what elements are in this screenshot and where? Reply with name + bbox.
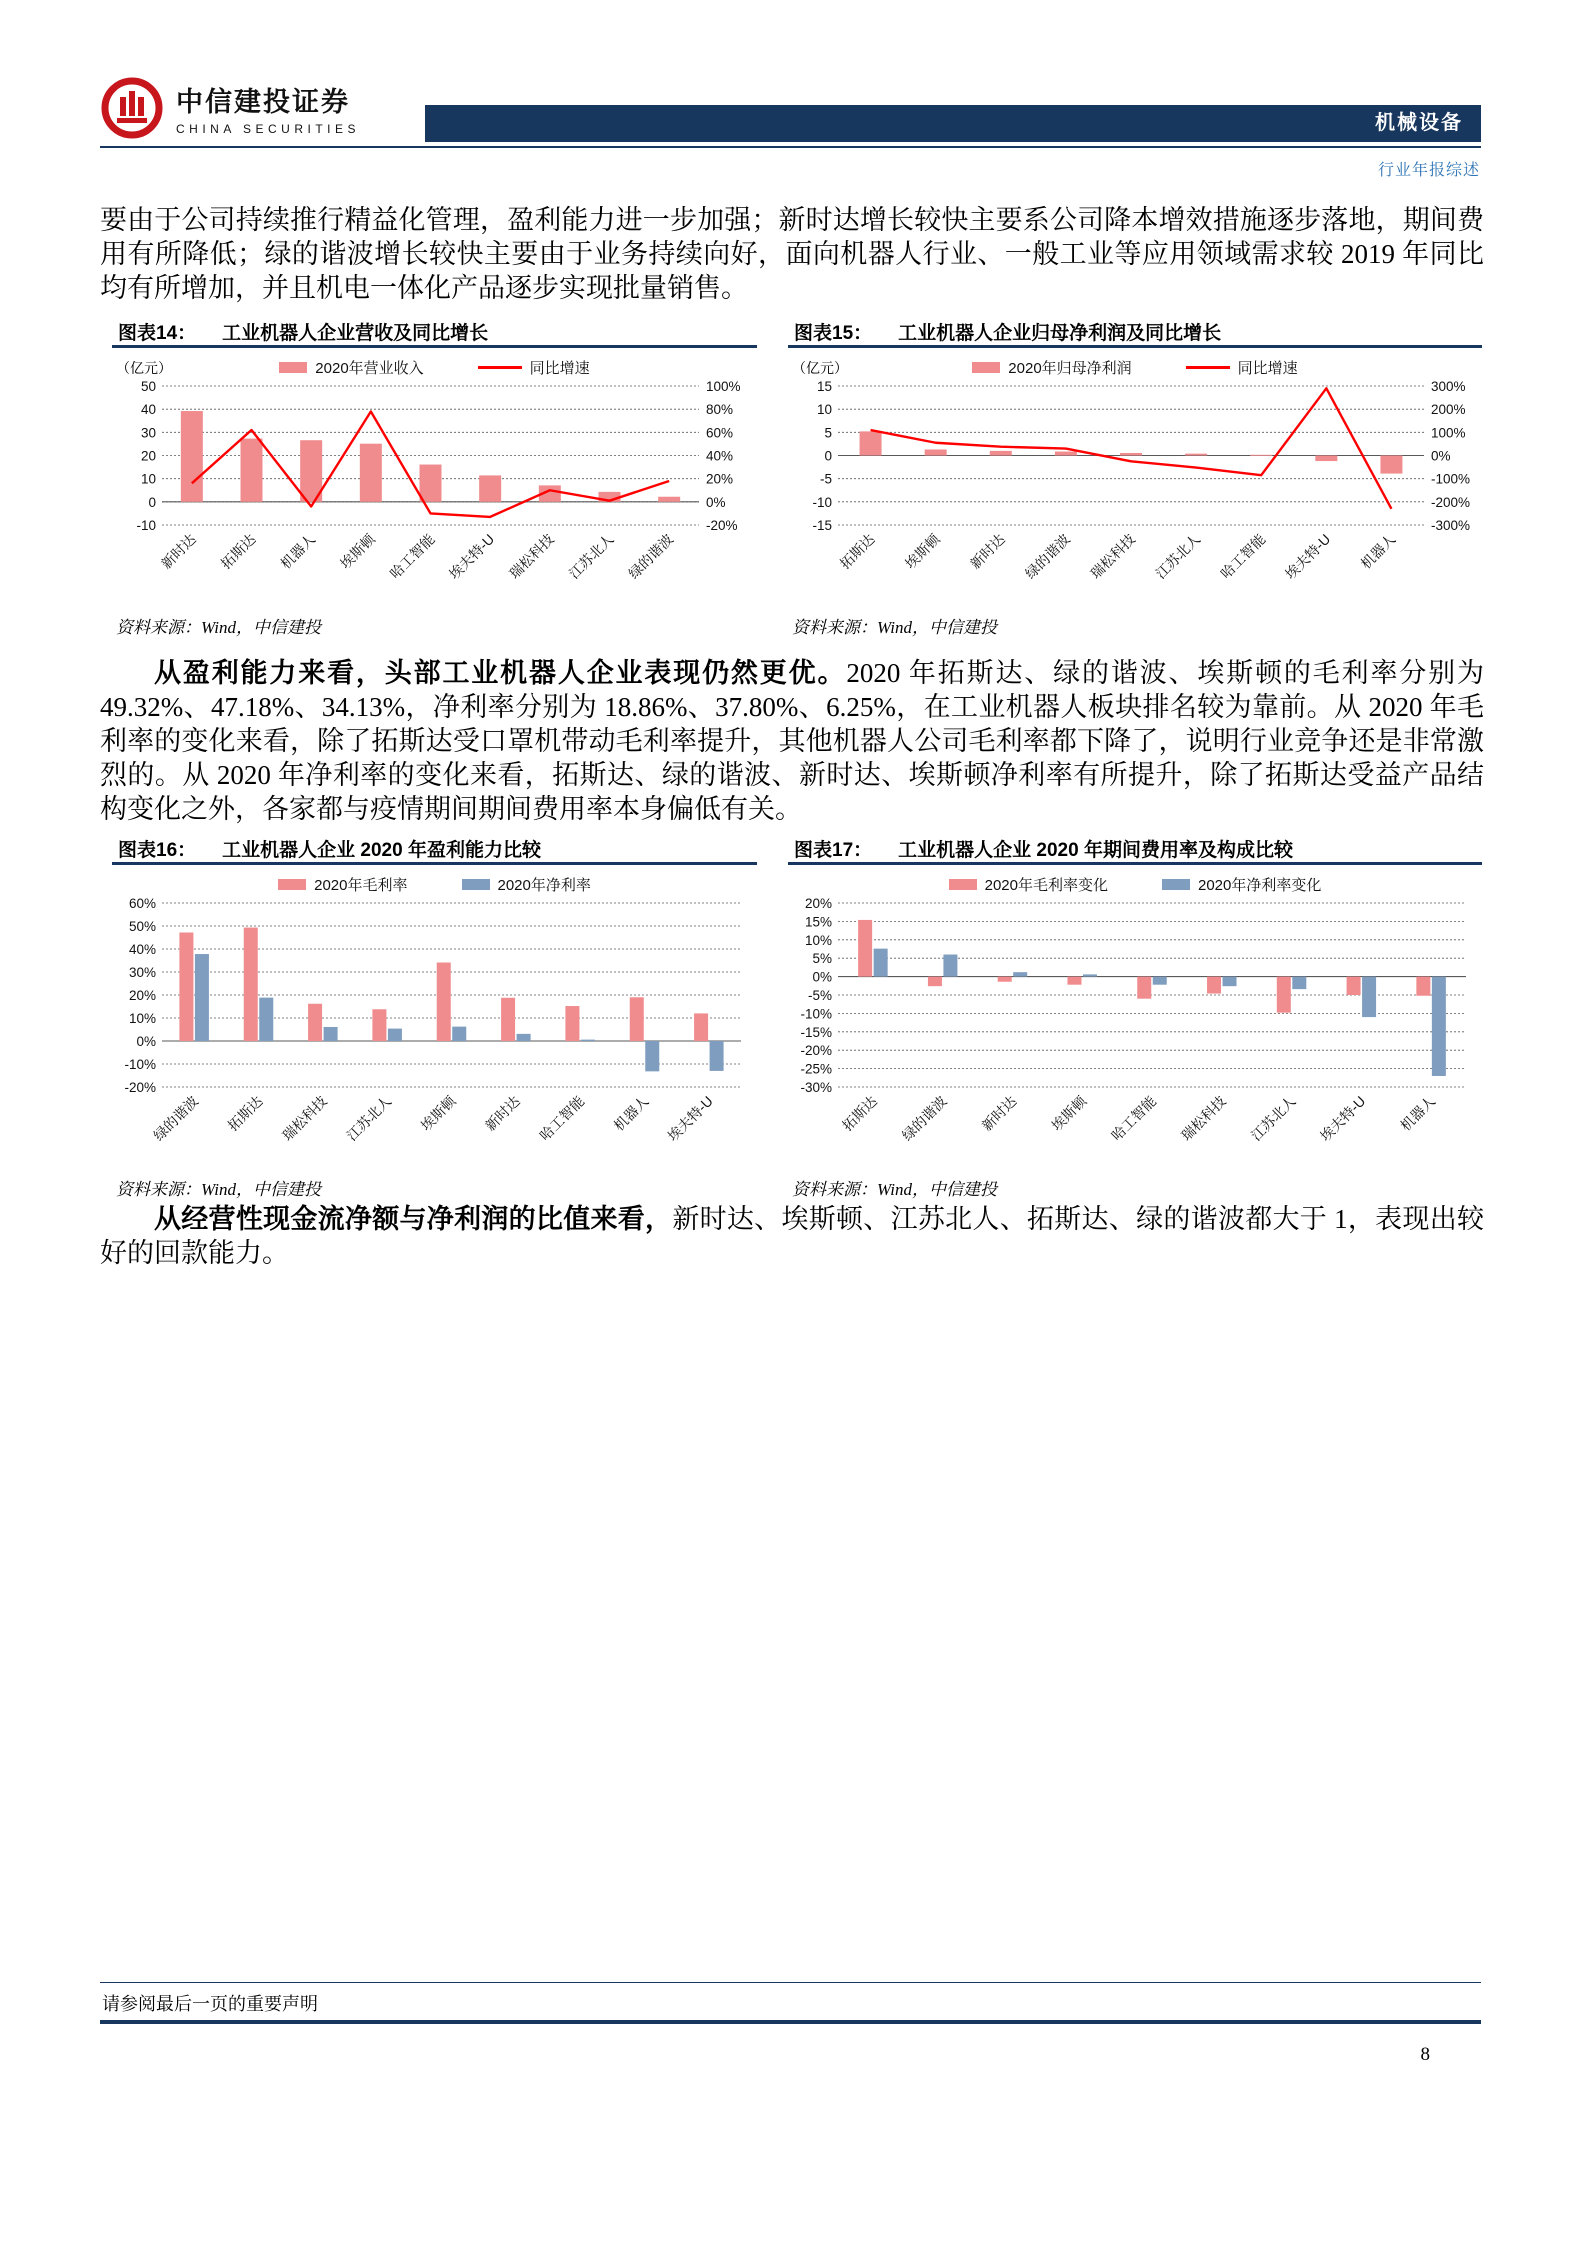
svg-text:40: 40: [140, 402, 156, 418]
svg-text:-20%: -20%: [706, 518, 738, 533]
brand-name-cn: 中信建投证券: [176, 87, 350, 117]
svg-text:-15: -15: [812, 518, 832, 533]
paragraph-1: 要由于公司持续推行精益化管理，盈利能力进一步加强；新时达增长较快主要系公司降本增效措施逐步落地，期间费用有所降低；绿的谐波增长较快主要由于业务持续向好，面向机器人行业、一般工业等应用领域需求较 2019 年同比均有所增加，并且机电一体化产品逐步实现批量销售。: [100, 205, 1484, 303]
svg-text:5: 5: [824, 425, 832, 441]
svg-text:-10%: -10%: [124, 1057, 156, 1072]
svg-text:哈工智能: 哈工智能: [1108, 1092, 1160, 1144]
svg-text:埃斯顿: 埃斯顿: [901, 530, 943, 572]
chart-16-legend: [112, 871, 757, 897]
svg-text:瑞松科技: 瑞松科技: [1177, 1092, 1229, 1144]
svg-text:-10%: -10%: [800, 1006, 832, 1022]
paragraph-3-body: 新时达、埃斯顿、江苏北人、拓斯达、绿的谐波都大于 1，表现出较好的回款能力。: [100, 1204, 1485, 1268]
paragraph-3: [100, 1202, 1484, 1270]
legend-label: 2020年净利率: [497, 876, 591, 894]
chart-15-legend: [788, 354, 1482, 380]
svg-text:埃夫特-U: 埃夫特-U: [1316, 1092, 1369, 1145]
svg-text:20%: 20%: [804, 897, 832, 911]
legend-item: [278, 874, 407, 895]
chart-svg: [112, 380, 757, 605]
axis-unit-label: （亿元）: [116, 360, 172, 376]
svg-text:10: 10: [140, 471, 156, 487]
svg-text:100%: 100%: [1431, 425, 1466, 441]
figure-15-title: 工业机器人企业归母净利润及同比增长: [898, 323, 1222, 344]
svg-text:5%: 5%: [812, 951, 832, 967]
paragraph-3-lead: 从经营性现金流净额与净利润的比值来看，: [154, 1204, 673, 1234]
figure-17-header: [788, 835, 1482, 865]
svg-text:-5: -5: [819, 471, 832, 487]
svg-text:0: 0: [824, 448, 832, 464]
svg-text:15: 15: [816, 380, 832, 394]
svg-text:-20%: -20%: [124, 1080, 156, 1095]
legend-label: 2020年营业收入: [315, 359, 424, 377]
figure-14-source: 资料来源：Wind，中信建投: [116, 618, 321, 637]
legend-label: 2020年归母净利润: [1008, 359, 1132, 377]
svg-text:-200%: -200%: [1431, 494, 1471, 510]
legend-item: [1162, 874, 1321, 895]
chart-16-canvas: [112, 897, 757, 1167]
svg-text:10: 10: [816, 402, 832, 418]
svg-text:拓斯达: 拓斯达: [838, 1092, 881, 1134]
svg-text:60%: 60%: [128, 897, 156, 911]
legend-label: 同比增速: [529, 359, 590, 377]
svg-text:绿的谐波: 绿的谐波: [898, 1092, 950, 1144]
legend-item: [972, 357, 1131, 378]
figure-15-header: [788, 318, 1482, 348]
brand-logo: [100, 76, 360, 140]
svg-text:0: 0: [148, 494, 156, 510]
svg-text:-20%: -20%: [800, 1043, 832, 1059]
svg-text:-15%: -15%: [800, 1024, 832, 1040]
legend-item: [478, 357, 590, 378]
chart-15-canvas: [788, 380, 1482, 605]
svg-text:30%: 30%: [128, 965, 156, 980]
svg-text:拓斯达: 拓斯达: [224, 1092, 266, 1134]
svg-text:新时达: 新时达: [978, 1092, 1020, 1134]
svg-text:新时达: 新时达: [157, 530, 199, 572]
svg-text:哈工智能: 哈工智能: [1217, 530, 1269, 582]
svg-text:-30%: -30%: [800, 1080, 832, 1095]
svg-text:15%: 15%: [804, 914, 832, 930]
svg-text:瑞松科技: 瑞松科技: [279, 1092, 330, 1144]
svg-text:10%: 10%: [128, 1011, 156, 1026]
figure-16: [112, 835, 757, 1200]
legend-item: [949, 874, 1108, 895]
svg-text:拓斯达: 拓斯达: [836, 530, 878, 572]
svg-text:机器人: 机器人: [610, 1092, 652, 1134]
brand-logo-icon: [100, 76, 164, 140]
svg-text:0%: 0%: [812, 969, 832, 985]
svg-text:埃夫特-U: 埃夫特-U: [445, 530, 498, 583]
page-number: 8: [1420, 2044, 1430, 2065]
footer-divider-thin: [100, 1982, 1481, 1983]
svg-text:20%: 20%: [706, 471, 734, 487]
svg-text:50%: 50%: [128, 919, 156, 934]
figure-16-label: 图表16：: [118, 840, 197, 861]
paragraph-2-lead: 从盈利能力来看，头部工业机器人企业表现仍然更优。: [154, 658, 847, 688]
svg-text:40%: 40%: [706, 448, 734, 464]
figure-17-source: 资料来源：Wind，中信建投: [792, 1180, 997, 1199]
industry-banner: [425, 105, 1481, 142]
figure-17-label: 图表17：: [794, 840, 873, 861]
svg-text:80%: 80%: [706, 402, 734, 418]
svg-text:40%: 40%: [128, 942, 156, 957]
svg-text:-100%: -100%: [1431, 471, 1471, 487]
svg-text:绿的谐波: 绿的谐波: [625, 530, 677, 582]
svg-text:新时达: 新时达: [481, 1092, 523, 1134]
chart-svg: [788, 380, 1482, 605]
chart-14-legend: [112, 354, 757, 380]
legend-bar-swatch: [278, 879, 306, 890]
brand-text: [176, 80, 360, 136]
svg-text:10%: 10%: [804, 932, 832, 948]
svg-text:绿的谐波: 绿的谐波: [1022, 530, 1074, 582]
legend-bar-swatch: [972, 362, 1000, 373]
svg-text:哈工智能: 哈工智能: [536, 1092, 588, 1144]
brand-name-en: CHINA SECURITIES: [176, 122, 361, 136]
paragraph-2: [100, 656, 1484, 826]
svg-text:0%: 0%: [136, 1034, 156, 1049]
figure-16-source: 资料来源：Wind，中信建投: [116, 1180, 321, 1199]
svg-text:机器人: 机器人: [1397, 1092, 1439, 1134]
figure-17-title: 工业机器人企业 2020 年期间费用率及构成比较: [898, 840, 1293, 861]
legend-bar-swatch: [1162, 879, 1190, 890]
figure-15: [788, 318, 1482, 638]
svg-text:20: 20: [140, 448, 156, 464]
svg-text:埃斯顿: 埃斯顿: [417, 1092, 459, 1134]
svg-text:200%: 200%: [1431, 402, 1466, 418]
svg-text:埃夫特-U: 埃夫特-U: [664, 1092, 716, 1145]
legend-item: [462, 874, 591, 895]
svg-text:哈工智能: 哈工智能: [386, 530, 438, 582]
legend-label: 2020年毛利率变化: [984, 876, 1108, 894]
legend-item: [1186, 357, 1298, 378]
figure-14: [112, 318, 757, 638]
svg-text:300%: 300%: [1431, 380, 1466, 394]
legend-line-swatch: [478, 366, 522, 369]
footer-disclaimer: 请参阅最后一页的重要声明: [102, 1994, 318, 2014]
figure-15-label: 图表15：: [794, 323, 873, 344]
svg-text:埃夫特-U: 埃夫特-U: [1281, 530, 1334, 583]
legend-label: 2020年净利率变化: [1198, 876, 1322, 894]
legend-bar-swatch: [462, 879, 490, 890]
report-type-label: 行业年报综述: [1377, 162, 1480, 179]
svg-text:-25%: -25%: [800, 1061, 832, 1077]
svg-text:-10: -10: [812, 494, 832, 510]
svg-text:埃斯顿: 埃斯顿: [1048, 1092, 1090, 1134]
svg-text:江苏北人: 江苏北人: [1247, 1092, 1299, 1144]
svg-text:瑞松科技: 瑞松科技: [506, 530, 557, 582]
paragraph-2-body: 2020 年拓斯达、绿的谐波、埃斯顿的毛利率分别为 49.32%、47.18%、34.13%，净利率分别为 18.86%、37.80%、6.25%，在工业机器人板块排名较为靠前。从 2020 年毛利率的变化来看，除了拓斯达受口罩机带动毛利率提升，其他机器人公司毛利率都下降了，说明行业竞争还是非常激烈的。从 2020 年净利率的变化来看，拓斯达、绿的谐波、新时达、埃斯顿净利率有所提升，除了拓斯达受益产品结构变化之外，各家都与疫情期间期间费用率本身偏低有关。: [100, 658, 1485, 824]
svg-text:绿的谐波: 绿的谐波: [150, 1092, 202, 1144]
svg-text:埃斯顿: 埃斯顿: [336, 530, 378, 572]
svg-text:-10: -10: [136, 518, 156, 533]
svg-text:50: 50: [140, 380, 156, 394]
industry-label: 机械设备: [1375, 112, 1463, 134]
legend-bar-swatch: [279, 362, 307, 373]
svg-text:瑞松科技: 瑞松科技: [1087, 530, 1139, 582]
svg-text:江苏北人: 江苏北人: [565, 530, 617, 582]
legend-label: 2020年毛利率: [314, 876, 408, 894]
svg-text:100%: 100%: [706, 380, 741, 394]
chart-14-canvas: [112, 380, 757, 605]
svg-text:30: 30: [140, 425, 156, 441]
figure-16-header: [112, 835, 757, 865]
figure-15-source: 资料来源：Wind，中信建投: [792, 618, 997, 637]
svg-text:机器人: 机器人: [277, 530, 319, 572]
svg-text:拓斯达: 拓斯达: [217, 530, 259, 572]
svg-text:机器人: 机器人: [1357, 530, 1399, 572]
chart-17-canvas: [788, 897, 1482, 1167]
svg-text:0%: 0%: [706, 494, 726, 510]
svg-text:-5%: -5%: [807, 988, 832, 1003]
chart-svg: [788, 897, 1482, 1167]
legend-bar-swatch: [949, 879, 977, 890]
svg-text:60%: 60%: [706, 425, 734, 441]
svg-text:新时达: 新时达: [966, 530, 1008, 572]
chart-17-legend: [788, 871, 1482, 897]
svg-text:江苏北人: 江苏北人: [343, 1092, 395, 1144]
figure-14-label: 图表14：: [118, 323, 197, 344]
chart-svg: [112, 897, 757, 1167]
header-divider: [100, 146, 1481, 148]
legend-label: 同比增速: [1237, 359, 1298, 377]
svg-text:0%: 0%: [1431, 448, 1451, 464]
legend-line-swatch: [1186, 366, 1230, 369]
figure-14-title: 工业机器人企业营收及同比增长: [222, 323, 489, 344]
svg-text:-300%: -300%: [1431, 518, 1471, 533]
footer-divider-thick: [100, 2020, 1481, 2024]
axis-unit-label: （亿元）: [792, 360, 848, 376]
figure-16-title: 工业机器人企业 2020 年盈利能力比较: [222, 840, 541, 861]
svg-text:江苏北人: 江苏北人: [1152, 530, 1204, 582]
legend-item: [279, 357, 423, 378]
figure-17: [788, 835, 1482, 1200]
figure-14-header: [112, 318, 757, 348]
svg-text:20%: 20%: [128, 988, 156, 1003]
